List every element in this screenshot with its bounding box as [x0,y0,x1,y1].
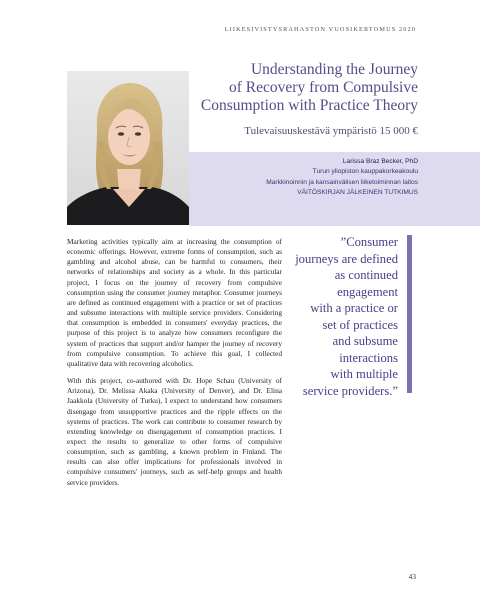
body-paragraph: With this project, co-authored with Dr. Hope Schau (University of Arizona), Dr. Melissa Akaka (University of Denver), and Dr. Elina Jaakkola (University of Turku), I expect to understand how consumers disengage from unsupportive practices and the ripple effects on the systems of practices. The work can contribute to consumer research by extending knowledge on disengagement of consumption practices. I expect the results to generalize to other forms of compulsive consumption, such as gambling, a known problem in Finland. The results can also offer implications for professionals involved in compulsive consumers' journeys, such as self-help groups and health service providers. [67,376,282,487]
page-number: 43 [408,572,416,581]
quote-accent-bar [407,235,412,393]
grant-amount: Tulevaisuuskestävä ympäristö 15 000 € [244,125,418,137]
author-name: Larissa Braz Becker, PhD [342,158,418,165]
quote-line: set of practices [322,317,398,332]
quote-line: ”Consumer [340,235,398,249]
quote-line: engagement [337,284,398,299]
author-university: Turun yliopiston kauppakorkeakoulu [312,168,418,176]
quote-line: journeys are defined [295,251,398,266]
quote-line: interactions [339,350,398,365]
quote-line: service providers.” [302,383,398,398]
title-line-2: of Recovery from Compulsive [229,79,418,96]
quote-line: with a practice or [310,301,398,315]
author-block [178,157,418,198]
quote-line: and subsume [332,334,398,348]
pull-quote [288,234,398,399]
research-category: VÄITÖSKIRJAN JÄLKEINEN TUTKIMUS [297,188,418,196]
portrait-illustration [67,71,189,225]
quote-line: as continued [334,268,398,282]
title-line-1: Understanding the Journey [250,61,418,78]
body-paragraph: Marketing activities typically aim at increasing the consumption of economic offerings. However, extreme forms of consumption, such as gambling and alcohol abuse, can be harmful to consumers, their networks of relationships and society as a whole. In this particular project, I focus on the journey of recovery from compulsive consumption using the consumer journey metaphor. Consumer journeys are defined as continued engagement with a practice or set of practices and subsume interactions with multiple service providers. Considering that consumption is embedded in consumers' everyday practices, the purpose of this project is to analyze how consumers reconfigure the system of practices that support and/or hamper the journey of recovery from compulsive consumption. To achieve this goal, I collected qualitative data with recovering alcoholics. [67,237,282,368]
quote-line: with multiple [330,367,398,381]
running-header: LIIKESIVISTYSRAHASTON VUOSIKERTOMUS 2020 [224,26,416,33]
article-body [67,237,282,495]
title-line-3: Consumption with Practice Theory [200,97,418,114]
author-department: Markkinoinnin ja kansainvälisen liiketoiminnan laitos [266,178,418,186]
article-title [178,61,418,115]
author-portrait [67,71,189,225]
